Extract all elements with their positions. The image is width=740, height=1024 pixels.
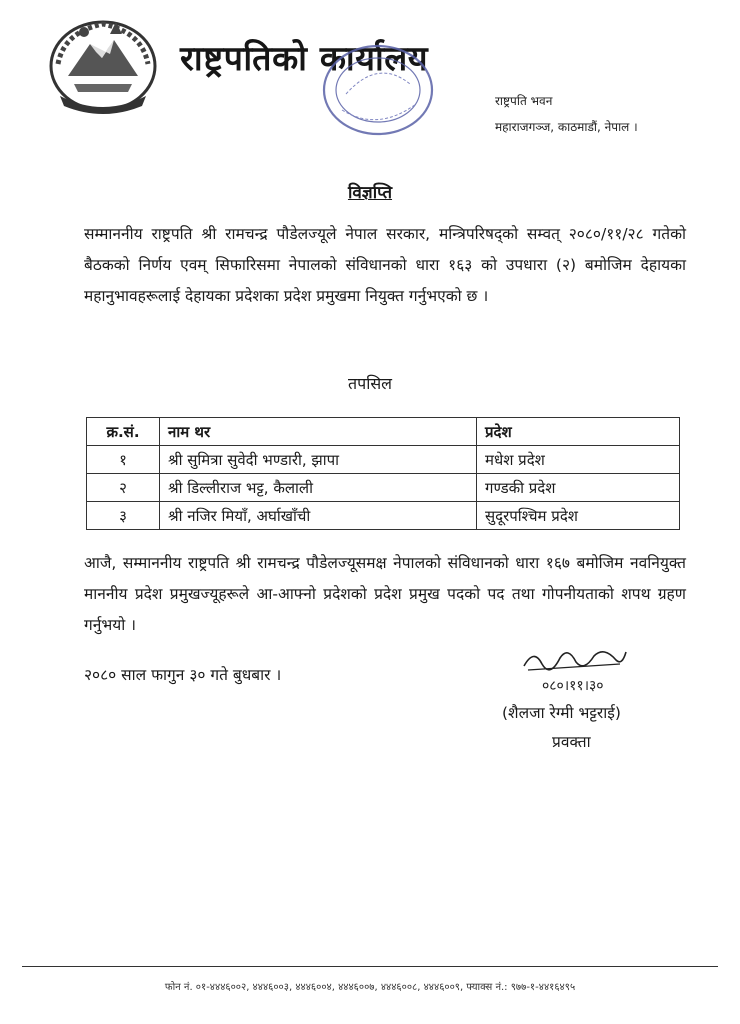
footer-divider [22, 966, 718, 967]
province-cell: सुदूरपश्चिम प्रदेश [477, 502, 680, 530]
name-cell: श्री सुमित्रा सुवेदी भण्डारी, झापा [160, 446, 477, 474]
notice-heading: विज्ञप्ति [347, 183, 393, 203]
province-cell: मधेश प्रदेश [477, 446, 680, 474]
schedule-heading: तपसिल [347, 374, 393, 393]
province-cell: गण्डकी प्रदेश [477, 474, 680, 502]
header-serial: क्र.सं. [87, 418, 160, 446]
name-cell: श्री नजिर मियाँ, अर्घाखाँची [160, 502, 477, 530]
table-row [87, 446, 680, 474]
date-line: २०८० साल फागुन ३० गते बुधबार । [84, 666, 282, 684]
serial-cell: ३ [87, 502, 160, 530]
office-name: राष्ट्रपतिको कार्यालय [180, 39, 429, 79]
header-name: नाम थर [160, 418, 477, 446]
table-row [87, 474, 680, 502]
serial-cell: १ [87, 446, 160, 474]
table-header-row [87, 418, 680, 446]
header-province: प्रदेश [477, 418, 680, 446]
national-emblem [44, 14, 162, 116]
name-cell: श्री डिल्लीराज भट्ट, कैलाली [160, 474, 477, 502]
signature-date: ०८०।११।३० [542, 678, 604, 694]
table-row [87, 502, 680, 530]
serial-cell: २ [87, 474, 160, 502]
handwritten-signature [520, 642, 630, 698]
appointments-table [86, 417, 680, 530]
notice-paragraph-1: सम्माननीय राष्ट्रपति श्री रामचन्द्र पौडेलज्यूले नेपाल सरकार, मन्त्रिपरिषद्को सम्वत् २०८०/११/२८ गतेको बैठकको निर्णय एवम् सिफारिसमा नेपालको संविधानको धारा १६३ को उपधारा (२) बमोजिम देहायका महानुभावहरूलाई देहायका प्रदेशका प्रदेश प्रमुखमा नियुक्त गर्नुभएको छ । [84, 225, 686, 305]
spokesperson-title: प्रवक्ता [552, 733, 591, 751]
footer-contacts: फोन नं. ०१-४४४६००२, ४४४६००३, ४४४६००४, ४४४६००७, ४४४६००८, ४४४६००९, फ्याक्स नं.: ९७७-१-४४१६४९५ [164, 982, 576, 993]
address-line-2: महाराजगञ्ज, काठमाडौं, नेपाल । [495, 120, 638, 134]
spokesperson-name: (शैलजा रेग्मी भट्टराई) [502, 704, 621, 722]
office-seal-stamp [318, 40, 438, 140]
address-line-1: राष्ट्रपति भवन [495, 94, 553, 108]
notice-paragraph-2: आजै, सम्माननीय राष्ट्रपति श्री रामचन्द्र पौडेलज्यूसमक्ष नेपालको संविधानको धारा १६७ बमोजिम नवनियुक्त माननीय प्रदेश प्रमुखज्यूहरूले आ-आफ्नो प्रदेशको प्रदेश प्रमुख पदको पद तथा गोपनीयताको शपथ ग्रहण गर्नुभयो । [84, 554, 686, 634]
